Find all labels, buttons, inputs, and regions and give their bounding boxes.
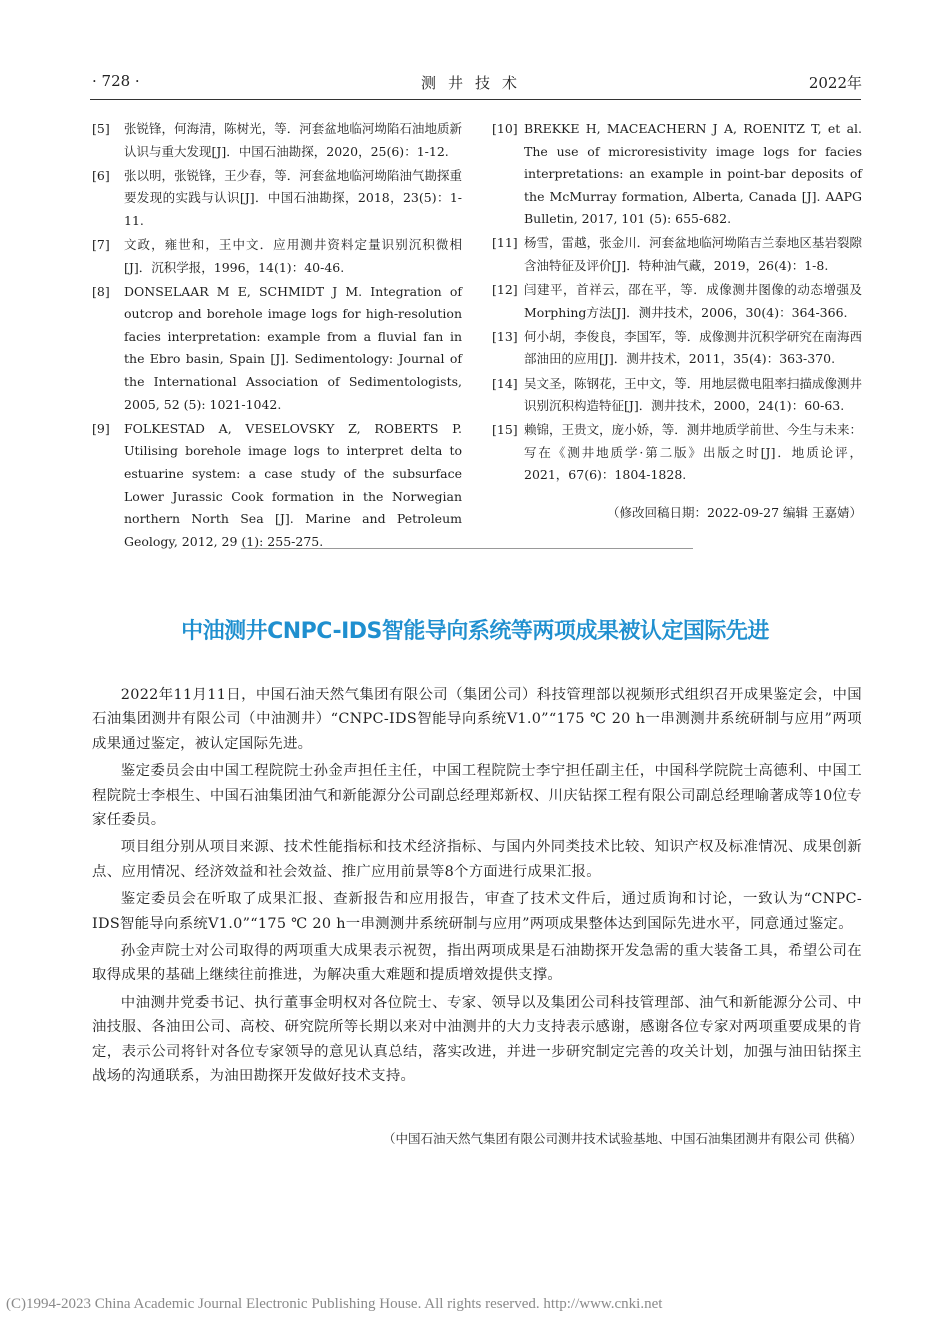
reference-item bbox=[92, 165, 462, 233]
reference-item bbox=[492, 419, 862, 487]
reference-number: [12] bbox=[492, 282, 518, 298]
news-paragraph: 鉴定委员会在听取了成果汇报、查新报告和应用报告，审查了技术文件后，通过质询和讨论，一致认为“CNPC-IDS智能导向系统V1.0”“175 ℃ 20 h一串测测井系统研制与应用”两项成果整体达到国际先进水平，同意通过鉴定。 bbox=[92, 891, 862, 932]
news-body bbox=[92, 683, 862, 1092]
reference-text: 张锐锋，何海清，陈树光，等．河套盆地临河坳陷石油地质新认识与重大发现[J]．中国石油勘探，2020，25(6)：1-12. bbox=[124, 121, 462, 159]
news-paragraph: 项目组分别从项目来源、技术性能指标和技术经济指标、与国内外同类技术比较、知识产权及标准情况、成果创新点、应用情况、经济效益和社会效益、推广应用前景等8个方面进行成果汇报。 bbox=[92, 839, 862, 880]
news-source: （中国石油天然气集团有限公司测井技术试验基地、中国石油集团测井有限公司 供稿） bbox=[383, 1131, 862, 1146]
reference-number: [8] bbox=[92, 283, 110, 299]
reference-text: 赖锦，王贵文，庞小娇，等．测井地质学前世、今生与未来：写在《测井地质学·第二版》出版之时[J]．地质论评，2021，67(6)：1804-1828. bbox=[524, 422, 862, 483]
reference-text: 吴文圣，陈钢花，王中文，等．用地层微电阻率扫描成像测井识别沉积构造特征[J]．测井技术，2000，24(1)：60-63. bbox=[524, 375, 862, 414]
journal-title: 测井技术 bbox=[420, 74, 529, 92]
reference-number: [14] bbox=[492, 375, 518, 391]
reference-number: [15] bbox=[492, 422, 518, 438]
reference-text: FOLKESTAD A, VESELOVSKY Z, ROBERTS P. Utilising borehole image logs to interpret delta to estuarine system: a case study of the subsurface Lower Jurassic Cook formation in the Norwegian northern North Sea [J]. Marine and Petroleum Geology, 2012, 29 (1): 255-275. bbox=[124, 420, 462, 549]
reference-number: [10] bbox=[492, 121, 518, 136]
reference-text: 杨雪，雷越，张金川．河套盆地临河坳陷吉兰泰地区基岩裂隙含油特征及评价[J]．特种油气藏，2019，26(4)：1-8. bbox=[524, 235, 862, 274]
reference-item bbox=[492, 279, 862, 324]
reference-text: 闫建平，首祥云，邵在平，等．成像测井图像的动态增强及Morphing方法[J]．测井技术，2006，30(4)：364-366. bbox=[524, 282, 862, 320]
copyright-footer: (C)1994-2023 China Academic Journal Electronic Publishing House. All rights reserved. http://www.cnki.net bbox=[6, 1296, 663, 1312]
reference-column-right bbox=[492, 118, 862, 489]
reference-item bbox=[92, 281, 462, 417]
reference-item bbox=[92, 118, 462, 163]
reference-number: [13] bbox=[492, 328, 518, 344]
reference-column-left bbox=[92, 118, 462, 555]
news-title: 中油测井CNPC-IDS智能导向系统等两项成果被认定国际先进 bbox=[181, 619, 769, 644]
reference-number: [5] bbox=[92, 121, 110, 136]
section-divider bbox=[241, 548, 693, 549]
revision-note: （修改回稿日期：2022-09-27 编辑 王嘉婧） bbox=[606, 505, 862, 520]
reference-item bbox=[492, 118, 862, 231]
header-rule bbox=[90, 99, 861, 100]
news-paragraph: 孙金声院士对公司取得的两项重大成果表示祝贺，指出两项成果是石油勘探开发急需的重大装备工具，希望公司在取得成果的基础上继续往前推进，为解决重大难题和提质增效提供支撑。 bbox=[92, 943, 862, 984]
reference-text: 张以明，张锐锋，王少春，等．河套盆地临河坳陷油气勘探重要发现的实践与认识[J]．中国石油勘探，2018，23(5)：1-11. bbox=[124, 167, 462, 228]
reference-text: 何小胡，李俊良，李国军，等．成像测井沉积学研究在南海西部油田的应用[J]．测井技术，2011，35(4)：363-370. bbox=[524, 328, 862, 367]
news-paragraph: 鉴定委员会由中国工程院院士孙金声担任主任，中国工程院院士李宁担任副主任，中国科学院院士高德利、中国工程院院士李根生、中国石油集团油气和新能源分公司副总经理郑新权、川庆钻探工程有限公司副总经理喻著成等10位专家任委员。 bbox=[92, 763, 862, 829]
reference-item bbox=[492, 326, 862, 371]
reference-text: 文政，雍世和，王中文．应用测井资料定量识别沉积微相[J]．沉积学报，1996，14(1)：40-46. bbox=[124, 236, 462, 275]
header-year: 2022年 bbox=[808, 74, 862, 92]
reference-number: [11] bbox=[492, 235, 518, 251]
page-number: · 728 · bbox=[92, 72, 140, 90]
news-paragraph: 2022年11月11日，中国石油天然气集团有限公司（集团公司）科技管理部以视频形式组织召开成果鉴定会，中国石油集团测井有限公司（中油测井）“CNPC-IDS智能导向系统V1.0”“175 ℃ 20 h一串测测井系统研制与应用”两项成果通过鉴定，被认定国际先进。 bbox=[92, 687, 862, 752]
reference-item bbox=[492, 232, 862, 277]
news-paragraph: 中油测井党委书记、执行董事金明权对各位院士、专家、领导以及集团公司科技管理部、油气和新能源分公司、中油技服、各油田公司、高校、研究院所等长期以来对中油测井的大力支持表示感谢，感谢各位专家对两项重要成果的肯定，表示公司将针对各位专家领导的意见认真总结，落实改进，并进一步研究制定完善的攻关计划，加强与油田钻探主战场的沟通联系，为油田勘探开发做好技术支持。 bbox=[92, 994, 862, 1085]
reference-item bbox=[92, 418, 462, 554]
reference-item bbox=[492, 373, 862, 418]
reference-number: [9] bbox=[92, 420, 110, 436]
reference-text: BREKKE H, MACEACHERN J A, ROENITZ T, et al. The use of microresistivity image logs for facies interpretations: an example in point-bar deposits of the McMurray formation, Alberta, Canada [J]. AAPG Bulletin, 2017, 101 (5): 655-682. bbox=[524, 121, 862, 227]
reference-number: [7] bbox=[92, 236, 110, 252]
reference-text: DONSELAAR M E, SCHMIDT J M. Integration of outcrop and borehole image logs for high-resolution facies interpretation: example from a fluvial fan in the Ebro basin, Spain [J]. Sedimentology: Journal of the International Association of Sedimentologists, 2005, 52 (5): 1021-1042. bbox=[124, 283, 462, 412]
reference-number: [6] bbox=[92, 167, 110, 183]
reference-item bbox=[92, 234, 462, 279]
